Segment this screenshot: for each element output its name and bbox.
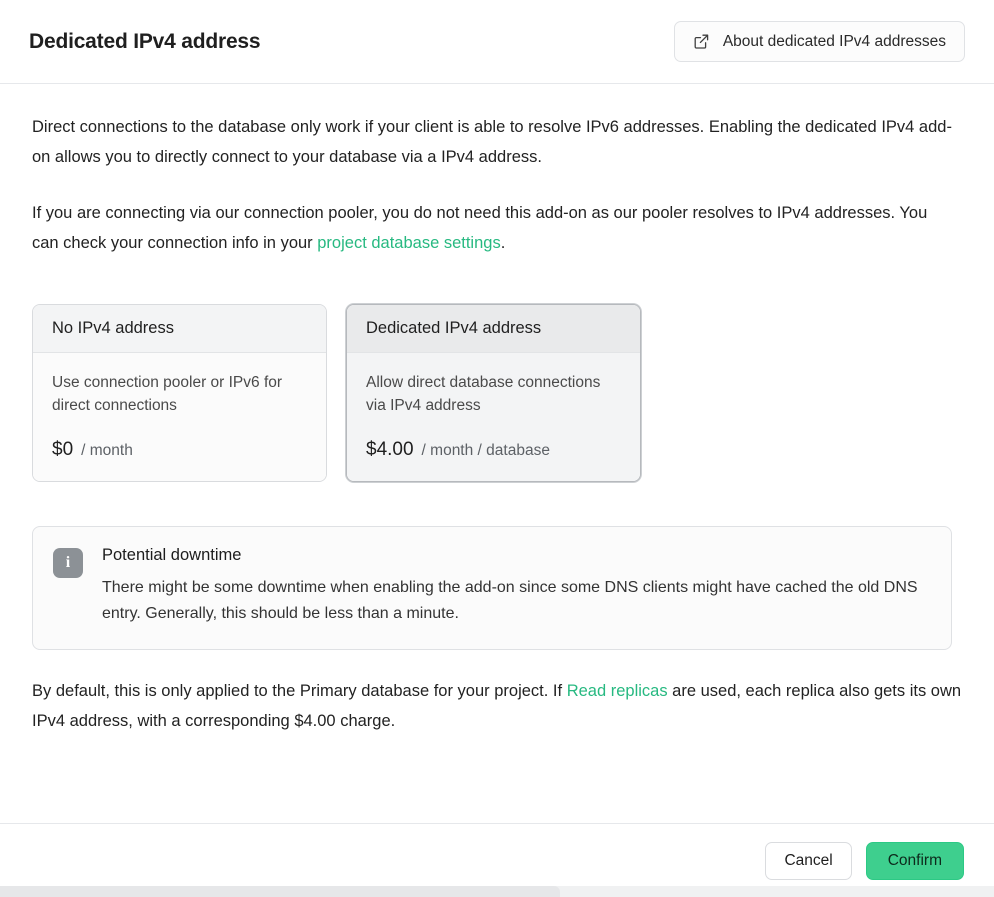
plan-options	[32, 304, 962, 482]
plan-option-dedicated-ipv4[interactable]	[346, 304, 641, 482]
plan-title: Dedicated IPv4 address	[347, 305, 640, 353]
plan-option-no-ipv4[interactable]	[32, 304, 327, 482]
plan-price-unit: / month / database	[421, 442, 550, 459]
plan-details	[347, 353, 640, 481]
confirm-button[interactable]: Confirm	[866, 842, 964, 880]
plan-price: $4.00	[366, 439, 414, 460]
cancel-button[interactable]: Cancel	[765, 842, 851, 880]
footnote-middle: are used, each replica also gets its own IPv4 address, with a corresponding	[32, 682, 962, 730]
footnote-suffix: charge.	[335, 712, 396, 730]
plan-description: Use connection pooler or IPv6 for direct connections	[52, 374, 283, 414]
project-database-settings-link[interactable]: project database settings	[317, 234, 501, 252]
read-replicas-link[interactable]: Read replicas	[566, 682, 668, 700]
info-icon: i	[53, 548, 83, 578]
window-bottom-edge-highlight	[0, 886, 560, 897]
plan-price-row	[366, 439, 621, 461]
plan-title: No IPv4 address	[33, 305, 326, 353]
potential-downtime-alert	[32, 526, 952, 650]
alert-title: Potential downtime	[102, 546, 242, 564]
plan-price: $0	[52, 439, 74, 460]
pooler-paragraph-prefix: If you are connecting via our connection pooler, you do not need this add-on as our pooler resolves to IPv4 addresses. You can check your connection info in your	[32, 204, 928, 252]
footnote-prefix: By default, this is only applied to the Primary database for your project. If	[32, 682, 567, 700]
dialog-body	[0, 84, 994, 823]
plan-details	[33, 353, 326, 481]
footnote-price: $4.00	[294, 712, 336, 730]
dialog-header	[0, 0, 994, 84]
alert-content	[102, 546, 931, 627]
external-link-icon	[693, 33, 710, 50]
plan-description: Allow direct database connections via IPv4 address	[366, 374, 601, 414]
pooler-paragraph	[32, 198, 952, 258]
page-title: Dedicated IPv4 address	[29, 29, 261, 53]
window-bottom-edge	[0, 886, 994, 897]
plan-price-row	[52, 439, 307, 461]
replica-footnote	[32, 676, 962, 736]
intro-paragraph: Direct connections to the database only work if your client is able to resolve IPv6 addresses. Enabling the dedicated IPv4 add-on allows you to directly connect to your database via a IPv4 address.	[32, 118, 952, 166]
about-dedicated-ipv4-button[interactable]	[674, 21, 965, 62]
alert-description: There might be some downtime when enabling the add-on since some DNS clients might have cached the old DNS entry. Generally, this should be less than a minute.	[102, 579, 918, 622]
about-button-label: About dedicated IPv4 addresses	[722, 32, 946, 50]
plan-price-unit: / month	[81, 442, 133, 459]
pooler-paragraph-suffix: .	[500, 234, 506, 252]
